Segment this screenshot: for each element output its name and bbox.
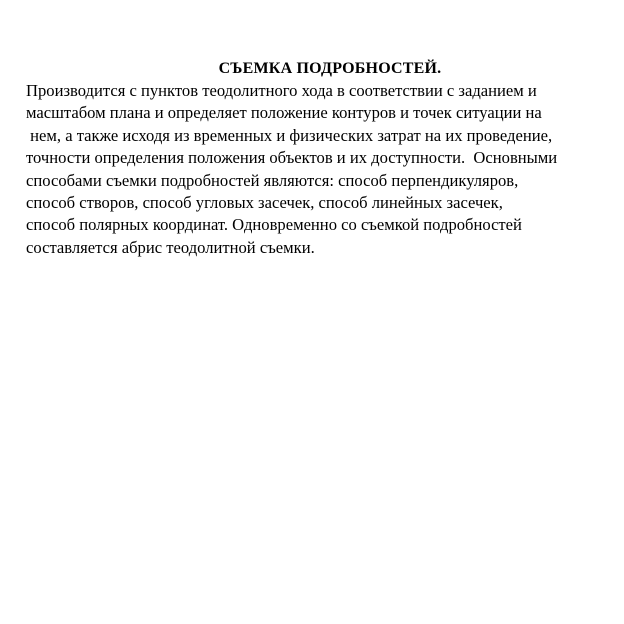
body-paragraph	[26, 80, 616, 259]
page-title: СЪЕМКА ПОДРОБНОСТЕЙ.	[218, 60, 442, 77]
paragraph-line: составляется абрис теодолитной съемки.	[26, 237, 315, 257]
paragraph-line: масштабом плана и определяет положение контуров и точек ситуации на	[26, 103, 542, 123]
paragraph-line: нем, а также исходя из временных и физических затрат на их проведение,	[26, 125, 553, 145]
paragraph-line: точности определения положения объектов и их доступности. Основными	[26, 148, 558, 168]
paragraph-line: Производится с пунктов теодолитного хода в соответствии с заданием и	[26, 81, 537, 100]
paragraph-line: способ створов, способ угловых засечек, способ линейных засечек,	[26, 193, 503, 213]
paragraph-line: способ полярных координат. Одновременно со съемкой подробностей	[26, 215, 522, 235]
paragraph-line: способами съемки подробностей являются: способ перпендикуляров,	[26, 170, 519, 190]
